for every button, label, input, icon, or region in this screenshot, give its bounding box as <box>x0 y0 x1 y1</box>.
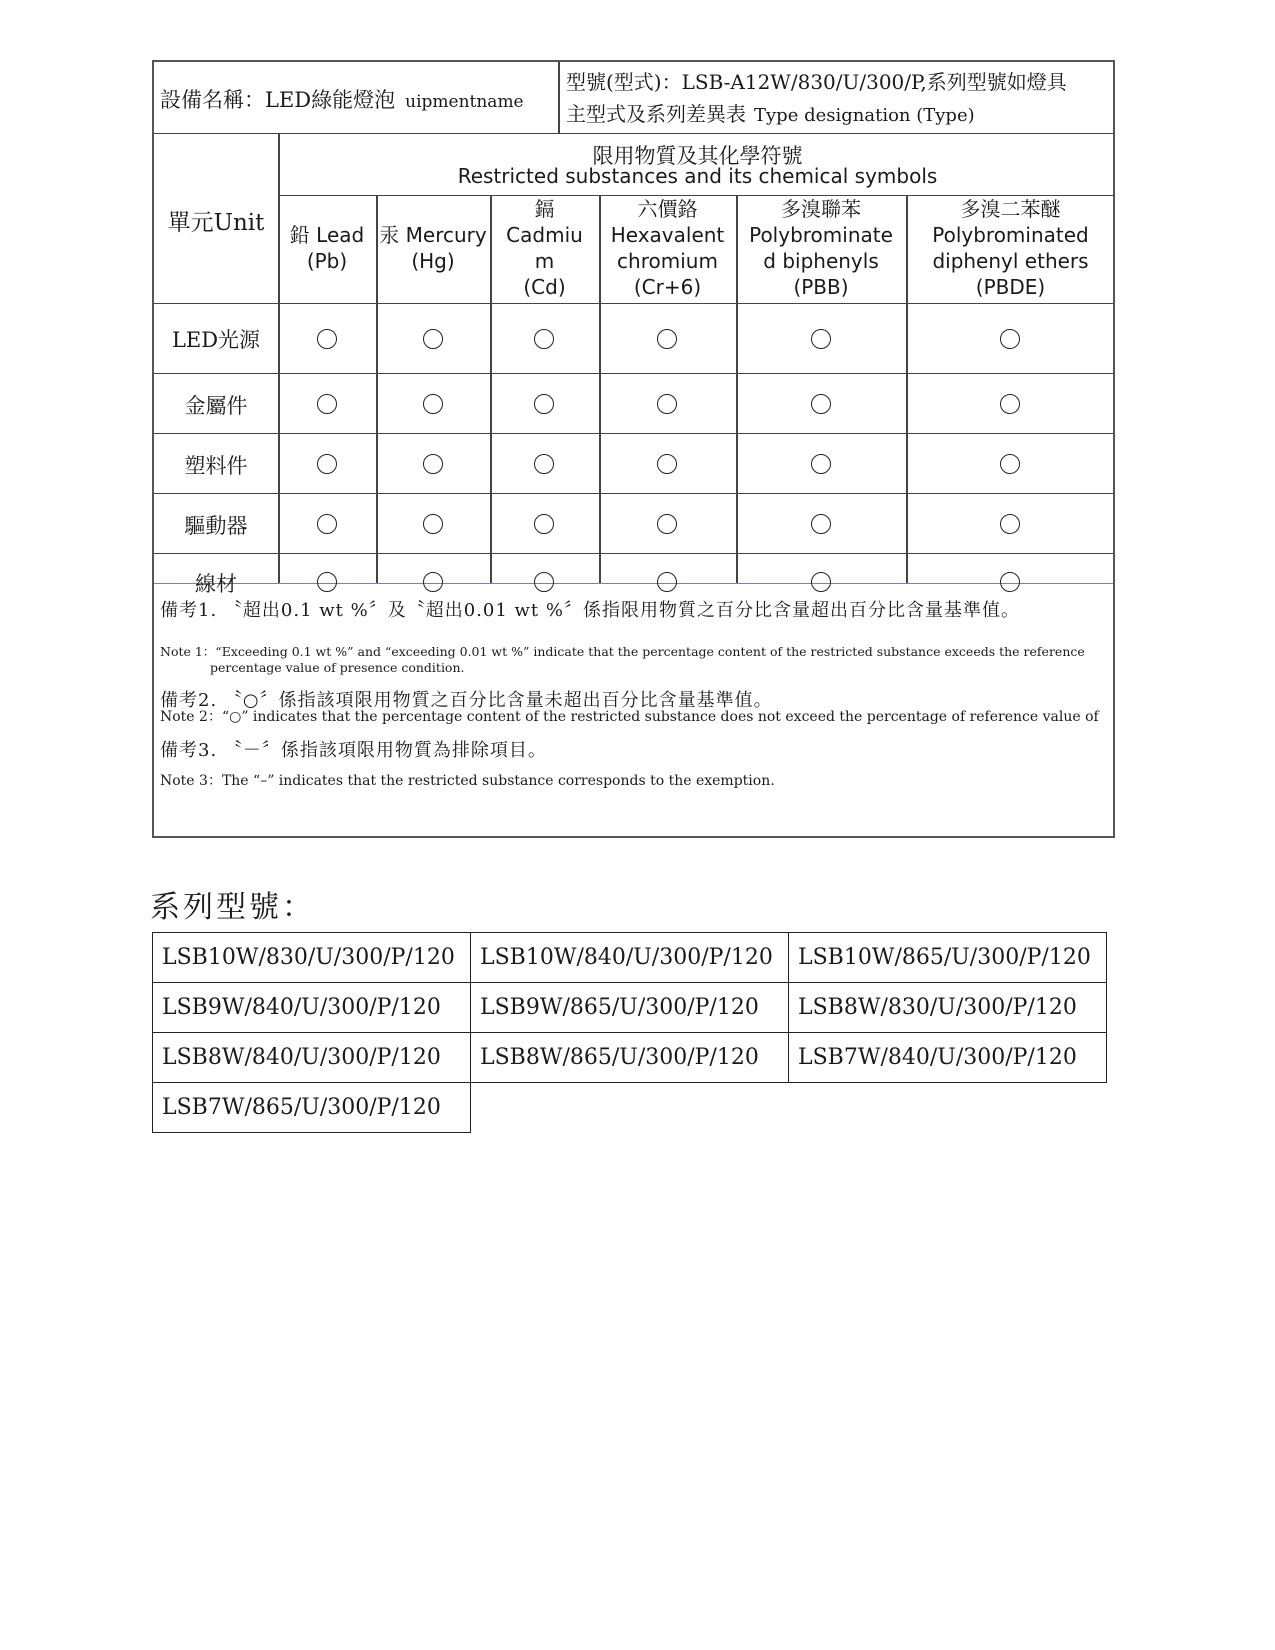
circle-mark-icon <box>534 394 554 414</box>
circle-mark-icon <box>534 454 554 474</box>
empty-cell <box>789 1083 1107 1133</box>
unit-label: 單元Unit <box>167 210 265 236</box>
circle-mark-icon <box>1000 394 1020 414</box>
rohs-declaration-table <box>152 60 1115 838</box>
table-row <box>154 554 1113 584</box>
col-line: Polybrominate <box>749 223 893 247</box>
column-header-pbde <box>906 194 1115 302</box>
note-1-en-cont: percentage value of presence condition. <box>210 660 465 675</box>
col-line: (PBDE) <box>975 275 1046 299</box>
row-label: 金屬件 <box>184 394 248 418</box>
series-cell: LSB10W/865/U/300/P/120 <box>789 933 1107 983</box>
table-row <box>153 1033 1107 1083</box>
series-title: 系列型號： <box>150 890 315 925</box>
col-line: (Hg) <box>411 249 455 273</box>
model-line-2-en: Type designation (Type) <box>754 105 975 126</box>
column-header-cadmium <box>490 194 599 302</box>
circle-mark-icon <box>811 394 831 414</box>
substances-title-en: Restricted substances and its chemical symbols <box>457 164 938 188</box>
circle-mark-icon <box>423 454 443 474</box>
circle-mark-icon <box>423 329 443 349</box>
series-cell: LSB8W/830/U/300/P/120 <box>789 983 1107 1033</box>
equipment-en: uipmentname <box>405 92 524 112</box>
circle-mark-icon <box>317 572 337 592</box>
note-2-en: Note 2：“○” indicates that the percentage content of the restricted substance does not exceed the percentage of reference value of <box>160 709 1099 725</box>
row-label: 驅動器 <box>184 514 248 538</box>
series-cell: LSB9W/840/U/300/P/120 <box>153 983 471 1033</box>
table-row <box>154 304 1113 374</box>
col-line: (PBB) <box>793 275 849 299</box>
col-line: Polybrominated <box>932 223 1089 247</box>
model-line-2-zh: 主型式及系列差異表 <box>566 102 746 126</box>
model-line-1: 型號(型式)：LSB-A12W/830/U/300/P,系列型號如燈具 <box>566 70 1067 94</box>
circle-mark-icon <box>657 514 677 534</box>
circle-mark-icon <box>657 572 677 592</box>
circle-mark-icon <box>1000 572 1020 592</box>
col-line: m <box>534 249 555 273</box>
table-row <box>153 983 1107 1033</box>
column-header-hexavalent-chromium <box>599 194 736 302</box>
circle-mark-icon <box>317 514 337 534</box>
circle-mark-icon <box>1000 329 1020 349</box>
note-3-zh: 備考3. 〝－〞係指該項限用物質為排除項目。 <box>160 740 547 761</box>
note-1-zh: 備考1. 〝超出0.1 wt %〞及〝超出0.01 wt %〞係指限用物質之百分比含量超出百分比含量基準值。 <box>160 600 1020 621</box>
col-line: Hexavalent <box>610 223 725 247</box>
circle-mark-icon <box>423 514 443 534</box>
series-model-table <box>152 932 1107 1133</box>
empty-cell <box>471 1083 789 1133</box>
equipment-label: 設備名稱：LED綠能燈泡 <box>160 88 396 112</box>
equipment-name <box>160 84 524 114</box>
column-header-pbb <box>736 194 906 302</box>
circle-mark-icon <box>317 329 337 349</box>
substances-title-zh: 限用物質及其化學符號 <box>592 144 803 168</box>
circle-mark-icon <box>811 514 831 534</box>
col-line: chromium <box>617 249 718 273</box>
series-cell: LSB7W/840/U/300/P/120 <box>789 1033 1107 1083</box>
row-label: LED光源 <box>171 328 261 352</box>
table-row <box>154 374 1113 434</box>
note-1-en: Note 1：“Exceeding 0.1 wt %” and “exceeding 0.01 wt %” indicate that the percentage content of the restricted substance exceeds the reference <box>160 644 1085 659</box>
table-row <box>154 494 1113 554</box>
table-row <box>154 434 1113 494</box>
col-line: (Cr+6) <box>633 275 702 299</box>
col-line: Cadmiu <box>506 223 583 247</box>
circle-mark-icon <box>534 329 554 349</box>
series-cell: LSB10W/840/U/300/P/120 <box>471 933 789 983</box>
model-line-2 <box>566 98 975 127</box>
circle-mark-icon <box>423 572 443 592</box>
circle-mark-icon <box>1000 514 1020 534</box>
col-line: d biphenyls <box>763 249 879 273</box>
series-cell: LSB8W/865/U/300/P/120 <box>471 1033 789 1083</box>
col-zh: 鉛 <box>289 223 310 247</box>
table-row <box>153 1083 1107 1133</box>
col-line: Lead <box>316 223 365 247</box>
col-line: (Pb) <box>306 249 348 273</box>
series-cell: LSB9W/865/U/300/P/120 <box>471 983 789 1033</box>
header-divider <box>558 62 560 134</box>
col-zh: 多溴二苯醚 <box>960 197 1061 221</box>
circle-mark-icon <box>811 454 831 474</box>
row-label: 線材 <box>195 572 237 596</box>
series-cell: LSB10W/830/U/300/P/120 <box>153 933 471 983</box>
table-row <box>153 933 1107 983</box>
col-zh: 六價鉻 <box>637 197 698 221</box>
note-2-zh: 備考2. 〝○〞係指該項限用物質之百分比含量未超出百分比含量基準值。 <box>160 690 773 711</box>
col-zh: 多溴聯苯 <box>781 197 861 221</box>
row-label: 塑料件 <box>184 454 248 478</box>
circle-mark-icon <box>423 394 443 414</box>
circle-mark-icon <box>317 454 337 474</box>
column-header-mercury <box>376 194 490 302</box>
circle-mark-icon <box>317 394 337 414</box>
circle-mark-icon <box>657 329 677 349</box>
col-zh: 鎘 <box>534 197 555 221</box>
col-line: (Cd) <box>523 275 566 299</box>
column-header-lead <box>278 194 376 302</box>
series-cell: LSB8W/840/U/300/P/120 <box>153 1033 471 1083</box>
col-line: diphenyl ethers <box>932 249 1089 273</box>
circle-mark-icon <box>657 394 677 414</box>
circle-mark-icon <box>811 329 831 349</box>
col-line: Mercury <box>405 223 487 247</box>
series-cell: LSB7W/865/U/300/P/120 <box>153 1083 471 1133</box>
circle-mark-icon <box>534 572 554 592</box>
circle-mark-icon <box>657 454 677 474</box>
circle-mark-icon <box>534 514 554 534</box>
circle-mark-icon <box>1000 454 1020 474</box>
note-3-en: Note 3：The “–” indicates that the restricted substance corresponds to the exemption. <box>160 773 775 789</box>
circle-mark-icon <box>811 572 831 592</box>
col-zh: 汞 <box>379 223 400 247</box>
